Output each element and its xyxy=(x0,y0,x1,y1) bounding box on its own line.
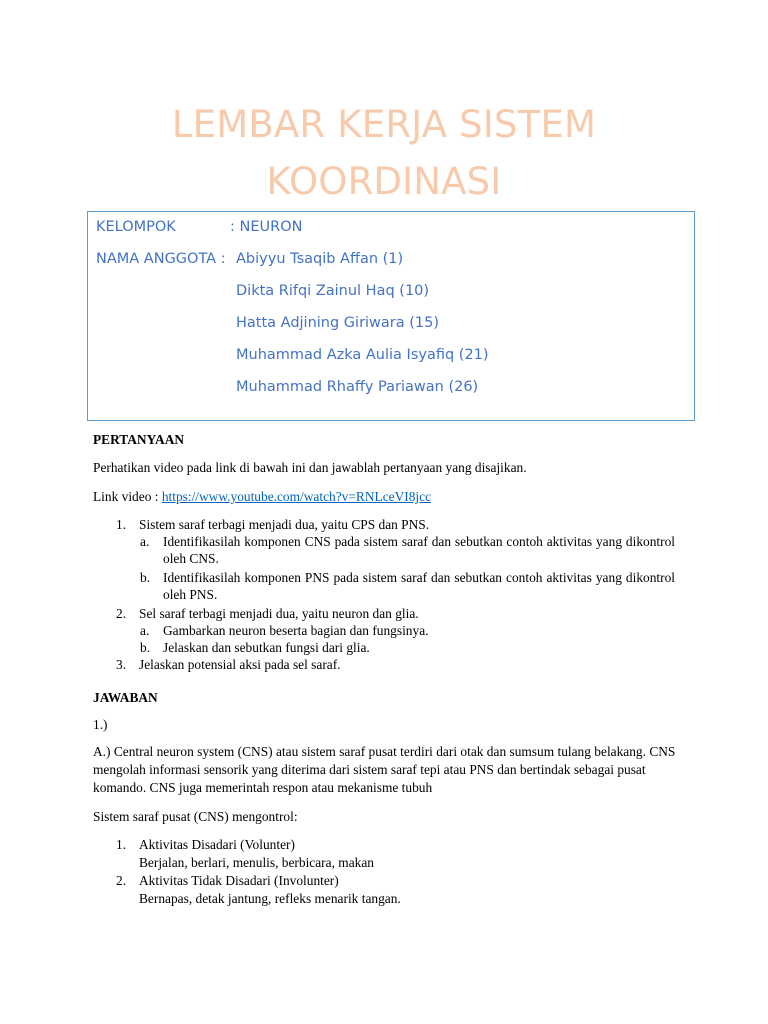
answer-a-paragraph: A.) Central neuron system (CNS) atau sistem saraf pusat terdiri dari otak dan sumsum tulang belakang. CNS mengolah informasi sensorik yang diterima dari sistem saraf tepi atau PNS dan bertindak sebagai pusat komando. CNS juga memerintah respon atau mekanisme tubuh xyxy=(93,744,676,795)
question-text: Sistem saraf terbagi menjadi dua, yaitu CPS dan PNS. xyxy=(139,517,430,532)
member-name: Muhammad Rhaffy Pariawan (26) xyxy=(236,379,479,395)
member-name: Hatta Adjining Giriwara (15) xyxy=(236,315,440,331)
control-desc: Berjalan, berlari, menulis, berbicara, makan xyxy=(139,855,374,870)
question-1b xyxy=(93,569,675,605)
member-name: Dikta Rifqi Zainul Haq (10) xyxy=(236,283,430,299)
member-name: Muhammad Azka Aulia Isyafiq (21) xyxy=(236,347,489,363)
answer-number: 1.) xyxy=(93,717,108,732)
sub-question-text: Jelaskan dan sebutkan fungsi dari glia. xyxy=(163,640,370,655)
link-line xyxy=(93,488,675,505)
question-number: 1. xyxy=(116,517,127,532)
intro-text: Perhatikan video pada link di bawah ini dan jawablah pertanyaan yang disajikan. xyxy=(93,460,527,475)
sub-question-text: Identifikasilah komponen CNS pada sistem saraf dan sebutkan contoh aktivitas yang dikontrol oleh CNS. xyxy=(163,534,675,566)
group-info-box xyxy=(87,211,695,421)
question-1 xyxy=(93,516,675,533)
question-text: Jelaskan potensial aksi pada sel saraf. xyxy=(139,657,341,672)
question-2b xyxy=(93,639,675,656)
control-title: Aktivitas Disadari (Volunter) xyxy=(139,837,295,852)
question-list xyxy=(93,516,675,673)
title-line-2: KOORDINASI xyxy=(266,160,502,203)
control-title: Aktivitas Tidak Disadari (Involunter) xyxy=(139,873,339,888)
sub-question-text: Gambarkan neuron beserta bagian dan fungsinya. xyxy=(163,623,429,638)
cns-controls-text: Sistem saraf pusat (CNS) mengontrol: xyxy=(93,809,298,824)
page-title xyxy=(0,96,768,210)
video-link[interactable]: https://www.youtube.com/watch?v=RNLceVI8jcc xyxy=(161,489,432,504)
sub-question-letter: b. xyxy=(140,640,151,655)
link-label: Link video : xyxy=(93,489,162,504)
question-text: Sel saraf terbagi menjadi dua, yaitu neuron dan glia. xyxy=(139,606,419,621)
sub-question-text: Identifikasilah komponen PNS pada sistem saraf dan sebutkan contoh aktivitas yang dikontrol oleh PNS. xyxy=(163,570,675,602)
group-value: : NEURON xyxy=(230,219,303,235)
member-name: Abiyyu Tsaqib Affan (1) xyxy=(236,251,404,267)
answers-heading: JAWABAN xyxy=(93,690,158,705)
sub-question-letter: b. xyxy=(140,570,151,585)
question-2a xyxy=(93,622,675,639)
members-label: NAMA ANGGOTA : xyxy=(96,251,226,267)
control-item xyxy=(93,836,675,872)
question-1a xyxy=(93,533,675,569)
controls-list xyxy=(93,836,675,908)
control-desc: Bernapas, detak jantung, refleks menarik tangan. xyxy=(139,891,401,906)
group-label: KELOMPOK xyxy=(96,219,176,235)
sub-question-letter: a. xyxy=(140,623,150,638)
sub-question-letter: a. xyxy=(140,534,150,549)
question-number: 3. xyxy=(116,657,127,672)
title-line-1: LEMBAR KERJA SISTEM xyxy=(171,103,597,146)
control-item xyxy=(93,872,675,908)
control-number: 1. xyxy=(116,837,127,852)
questions-heading: PERTANYAAN xyxy=(93,432,185,447)
question-number: 2. xyxy=(116,606,127,621)
control-number: 2. xyxy=(116,873,127,888)
question-2 xyxy=(93,605,675,622)
question-3 xyxy=(93,656,675,673)
